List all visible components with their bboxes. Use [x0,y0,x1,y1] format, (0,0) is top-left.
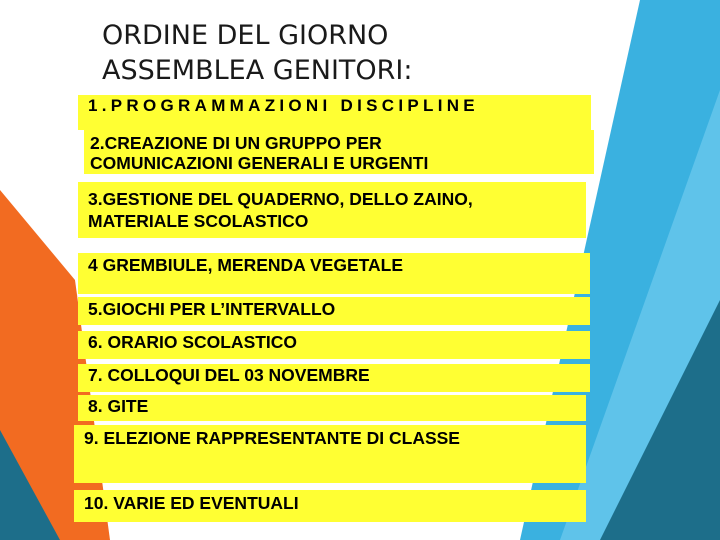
agenda-item-5: 5.GIOCHI PER L’INTERVALLO [78,297,590,325]
agenda-item-3 [78,182,586,238]
agenda-item-3-line-1: 3.GESTIONE DEL QUADERNO, DELLO ZAINO, [88,189,473,209]
agenda-item-2-line-1: 2.CREAZIONE DI UN GRUPPO PER [90,133,382,153]
slide-title [102,18,413,88]
agenda-item-6: 6. ORARIO SCOLASTICO [78,331,590,359]
agenda-item-4: 4 GREMBIULE, MERENDA VEGETALE [78,253,590,294]
agenda-item-3-line-2: MATERIALE SCOLASTICO [88,211,309,231]
agenda-item-7: 7. COLLOQUI DEL 03 NOVEMBRE [78,364,590,392]
slide-title-line-2: ASSEMBLEA GENITORI: [102,55,413,86]
agenda-item-10: 10. VARIE ED EVENTUALI [74,490,586,522]
agenda-item-9: 9. ELEZIONE RAPPRESENTANTE DI CLASSE [74,425,586,483]
agenda-item-1: 1.PROGRAMMAZIONI DISCIPLINE [78,95,591,130]
agenda-item-8: 8. GITE [78,395,586,421]
agenda-item-2-line-2: COMUNICAZIONI GENERALI E URGENTI [90,153,429,173]
agenda-item-2 [84,130,594,174]
slide-title-line-1: ORDINE DEL GIORNO [102,20,389,51]
